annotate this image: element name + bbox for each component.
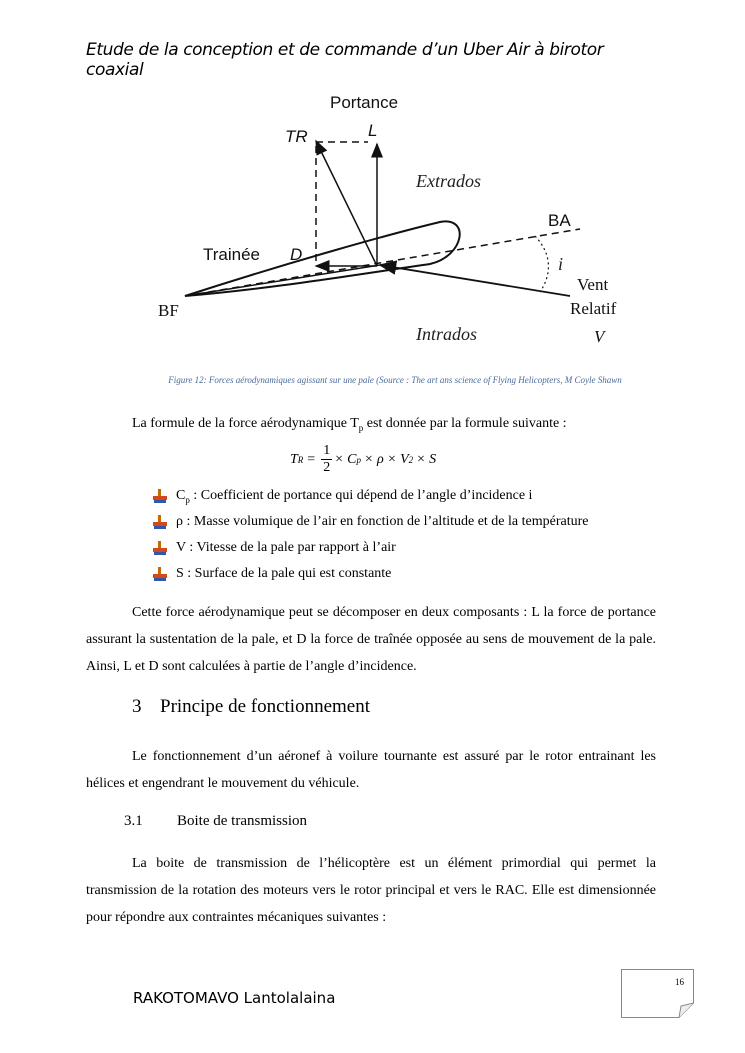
paragraph-forces: Cette force aérodynamique peut se décomposer en deux composants : L la force de portance assurant la sustentation de la pale, et D la force de traînée opposée au sens de mouvement de la pale. Ainsi, L et D sont calculées à partie de l’angle d’incidence. (86, 605, 656, 674)
label-ba: BA (548, 211, 571, 230)
page-number-box (621, 969, 694, 1018)
section-heading-3-1: 3.1 Boite de transmission (124, 813, 307, 829)
label-v: V (594, 327, 605, 346)
label-bf: BF (158, 301, 179, 320)
label-relatif: Relatif (570, 299, 617, 318)
airfoil-diagram (140, 84, 650, 356)
figure-caption: Figure 12: Forces aérodynamiques agissant sur une pale (Source : The art ans science of Flying Helicopters, M Coyle Shawn (168, 375, 622, 385)
label-i: i (558, 254, 564, 274)
figure-aerodynamic-forces (140, 84, 650, 356)
relative-wind-arrow (380, 265, 570, 296)
paragraph-boite: La boite de transmission de l’hélicoptère est un élément primordial qui permet la transmission de la rotation des moteurs vers le rotor principal et vers le RAC. Elle est dimensionnée pour répondre aux contraintes mécaniques suivantes : (86, 856, 656, 925)
bullet-arrow-icon (152, 540, 168, 556)
list-item: V : Vitesse de la pale par rapport à l’air (152, 535, 588, 561)
paragraph-principe: Le fonctionnement d’un aéronef à voilure tournante est assuré par le rotor entrainant les hélices et engendrant le mouvement du véhicule. (86, 749, 656, 791)
lift-formula: T R = $\frac{1}{2}$ × C p × ρ × V 2 × S (290, 443, 437, 475)
incidence-angle-arc (535, 236, 548, 292)
label-portance: Portance (330, 93, 399, 112)
label-extrados: Extrados (416, 171, 481, 191)
list-item: S : Surface de la pale qui est constante (152, 561, 588, 587)
list-item: $C_p$ : Coefficient de portance qui dépend de l’angle d’incidence i (152, 483, 588, 509)
label-tr: TR (285, 127, 308, 146)
footer-author: RAKOTOMAVO Lantolalaina (133, 989, 336, 1007)
bullet-arrow-icon (152, 488, 168, 504)
formula-fraction: $\frac{1}{2}$ (323, 443, 331, 475)
label-vent: Vent (577, 275, 609, 294)
page-number: 16 (675, 977, 684, 987)
section-heading-3: 3 Principe de fonctionnement (132, 696, 370, 717)
page-header-title: Etude de la conception et de commande d’un Uber Air à birotor coaxial (86, 40, 604, 80)
list-item: ρ : Masse volumique de l’air en fonction de l’altitude et de la température (152, 509, 588, 535)
variable-list (152, 483, 588, 587)
label-l: L (368, 121, 378, 140)
bullet-arrow-icon (152, 566, 168, 582)
bullet-arrow-icon (152, 514, 168, 530)
label-intrados: Intrados (416, 324, 478, 344)
intro-paragraph: La formule de la force aérodynamique $T_p$ est donnée par la formule suivante : (132, 416, 567, 433)
label-d: D (290, 245, 303, 264)
label-trainee: Trainée (203, 245, 261, 264)
